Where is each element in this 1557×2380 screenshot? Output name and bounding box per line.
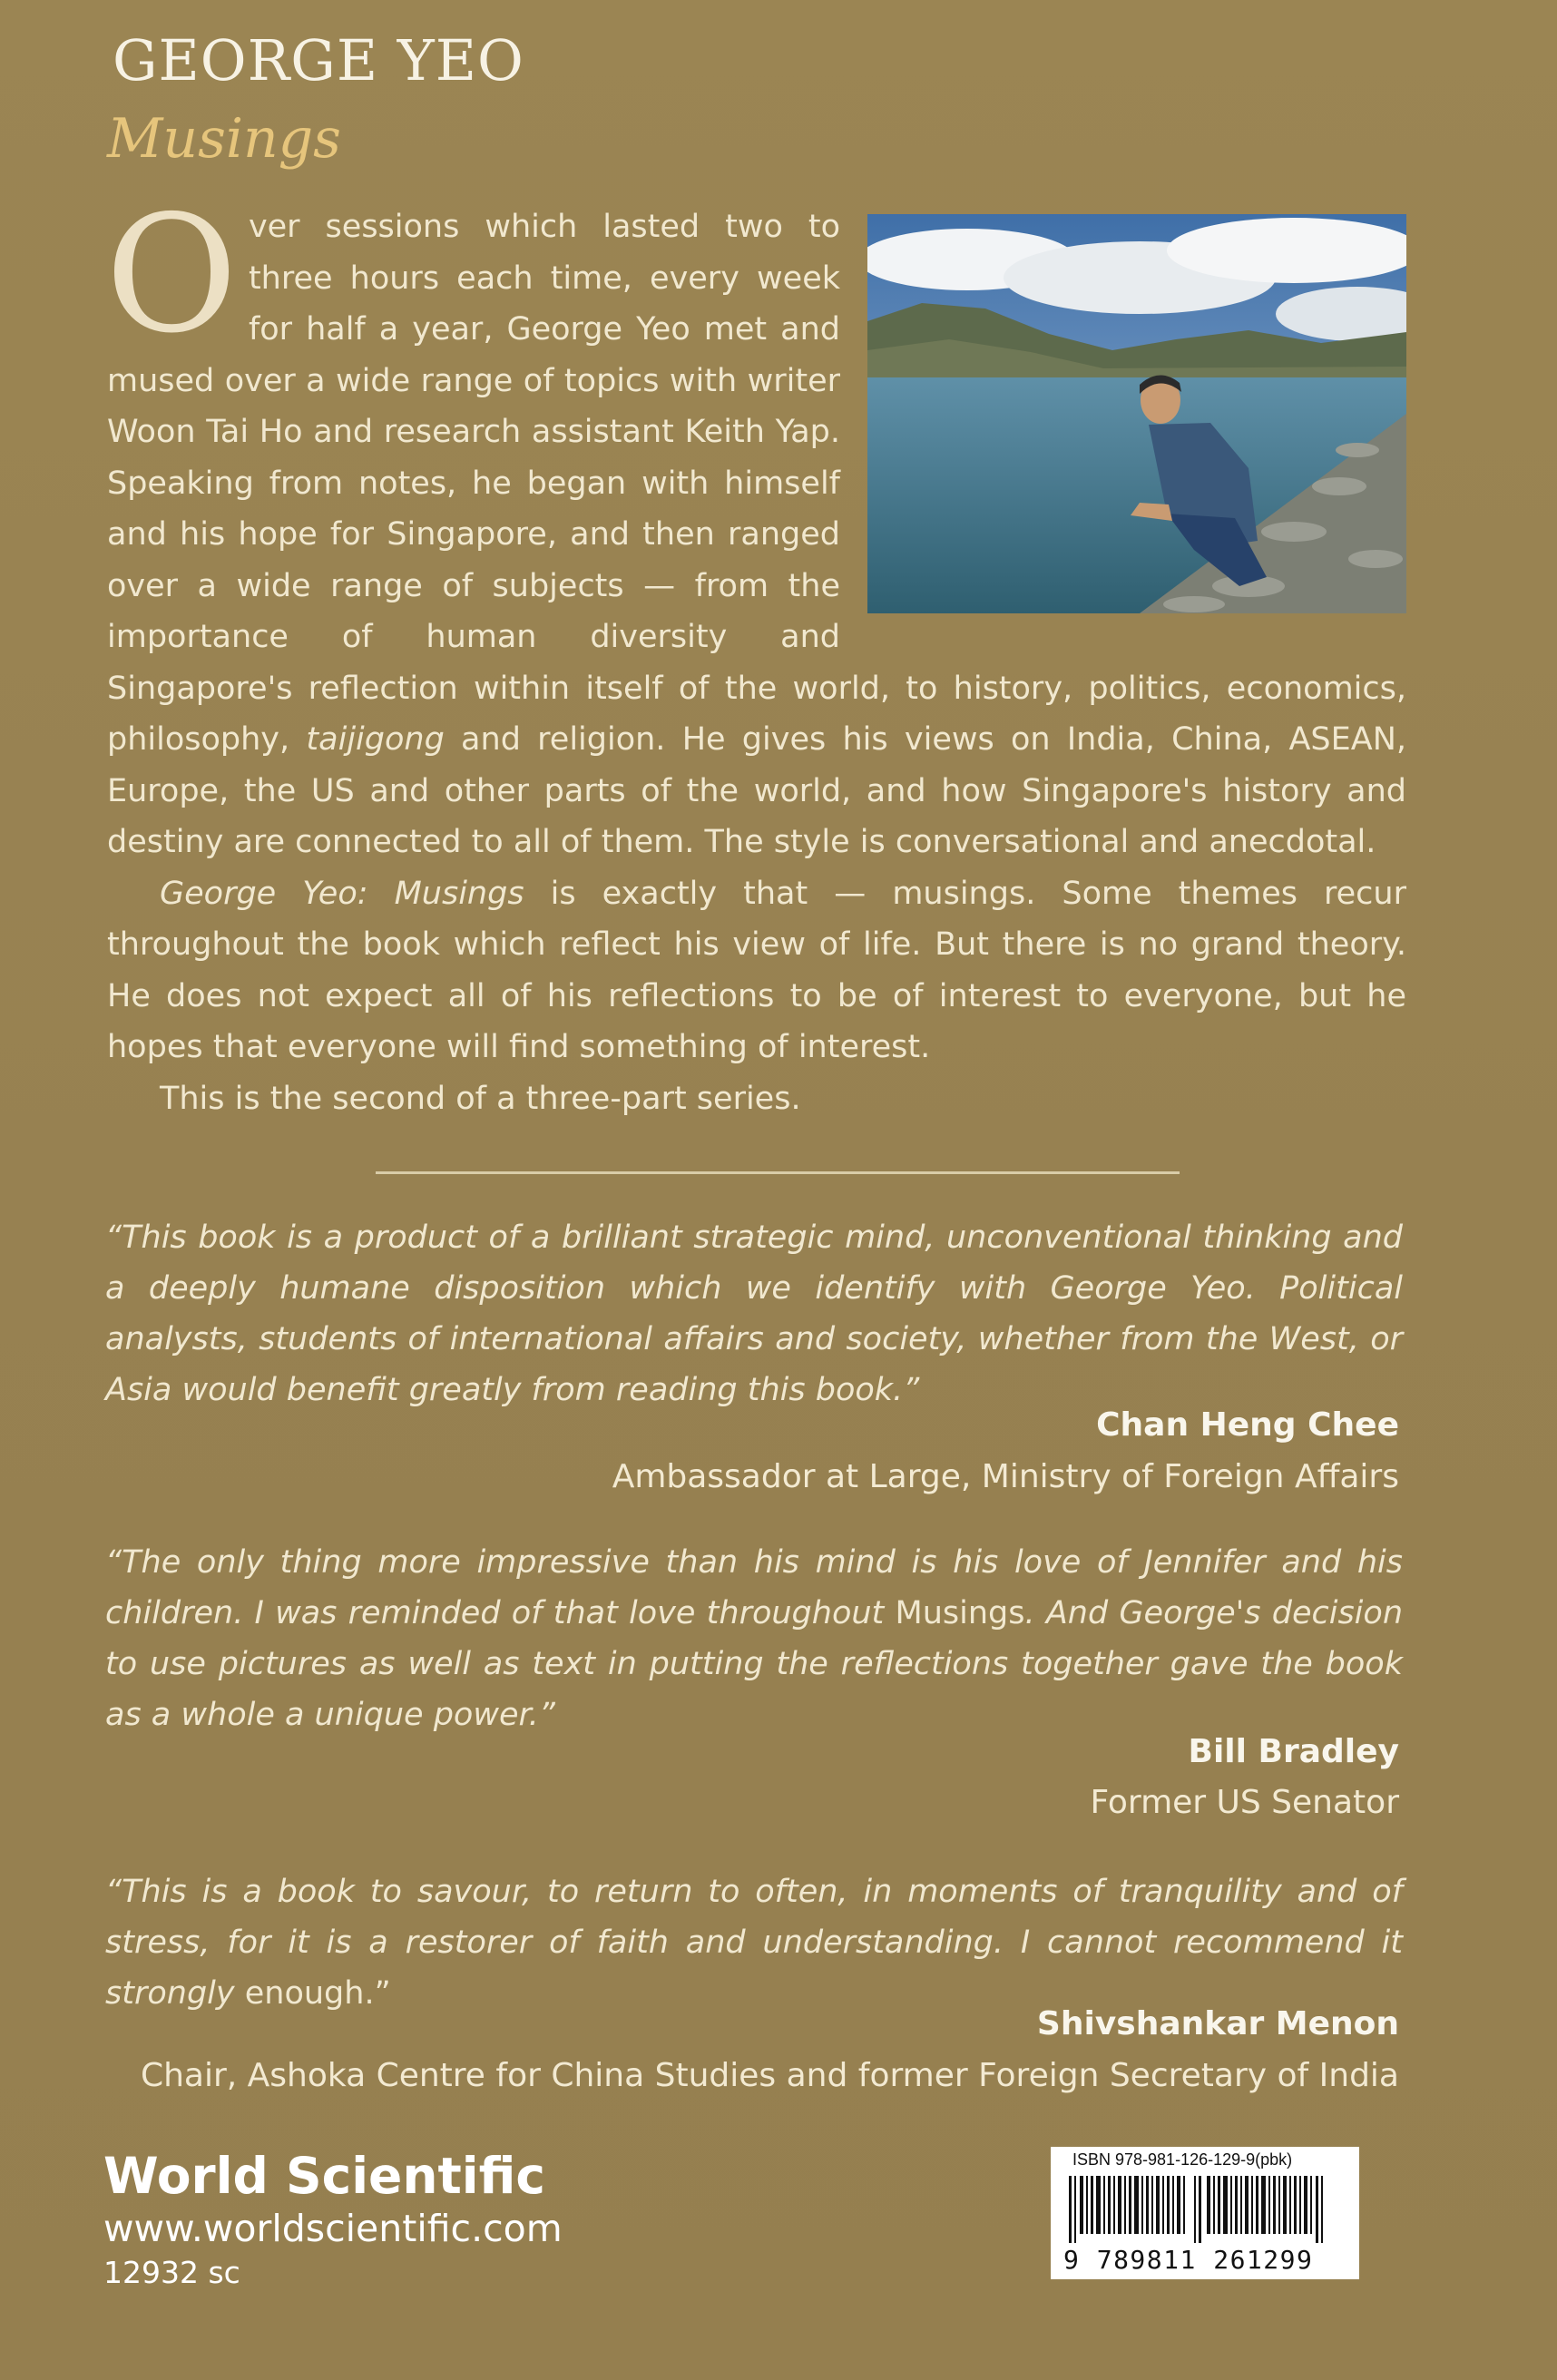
endorser-role-1: Ambassador at Large, Ministry of Foreign Affairs	[612, 1458, 1399, 1495]
endorser-role-3: Chair, Ashoka Centre for China Studies and former Foreign Secretary of India	[140, 2057, 1399, 2094]
endorser-name-1: Chan Heng Chee	[1096, 1406, 1399, 1444]
endorsement-quote-2a: “The only thing more impressive than his mind is his love of Jennifer and his children. I was reminded of that love throughout	[105, 1544, 1403, 1631]
endorsement-quote-3a: “This is a book to savour, to return to often, in moments of tranquility and of stress, for it is a restorer of faith and understanding. I cannot recommend it strongly	[105, 1874, 1403, 2012]
endorsement-quote-2b: . And George's decision to use pictures as well as text in putting the reflections together gave the book as a whole a unique power.”	[105, 1595, 1404, 1733]
publisher-website: www.worldscientific.com	[103, 2207, 563, 2250]
product-code: 12932 sc	[103, 2255, 240, 2290]
endorsement-quote-3-upright: enough.”	[244, 1975, 391, 2012]
lake-photo-illustration	[867, 214, 1406, 613]
ean-number: 9 789811 261299	[1063, 2245, 1314, 2275]
endorser-name-2: Bill Bradley	[1188, 1733, 1399, 1770]
book-subtitle: Musings	[107, 107, 341, 171]
isbn-text: ISBN 978-981-126-129-9(pbk)	[1072, 2150, 1293, 2169]
intro-paragraph-2-italic: George Yeo: Musings	[160, 875, 524, 912]
author-photo	[867, 214, 1406, 613]
intro-paragraph-2: is exactly that — musings. Some themes recur throughout the book which reflect his view of life. But there is no grand theory. He does not expect all of his reflections to be of interest to everyone, but he hopes that everyone will find something of interest.	[107, 875, 1406, 1065]
barcode-bars	[1069, 2176, 1341, 2243]
barcode	[1051, 2147, 1359, 2279]
endorsement-quote-2-upright: Musings	[895, 1595, 1025, 1631]
author-name: GEORGE YEO	[113, 27, 524, 93]
intro-paragraph-3: This is the second of a three-part series.	[160, 1080, 801, 1117]
intro-paragraph-1a: ver sessions which lasted two to three hours each time, every week for half a year, George Yeo met and mused over a wide range of topics with writer Woon Tai Ho and research assistant Keith Yap. Speaking from notes, he began with himself and his hope for Singapore, and then ranged over a wide range of subjects — from the importance of human diversity and Singapore's reflection within itself of the world, to history, politics, economics, philosophy,	[107, 209, 1406, 758]
intro-text	[105, 181, 1406, 1124]
publisher-name: World Scientific	[103, 2147, 546, 2205]
endorsement-quote-1: “This book is a product of a brilliant strategic mind, unconventional thinking and a deeply humane disposition which we identify with George Yeo. Political analysts, students of international affairs and society, whether from the West, or Asia would benefit greatly from reading this book.”	[105, 1219, 1403, 1408]
endorser-role-2: Former US Senator	[1090, 1784, 1399, 1821]
endorsement-quote-3	[105, 1866, 1403, 2019]
intro-paragraph-1-italic: taijigong	[306, 721, 445, 758]
endorsement-quote-2	[105, 1537, 1403, 1740]
endorser-name-3: Shivshankar Menon	[1036, 2005, 1399, 2042]
drop-cap: O	[105, 181, 238, 368]
intro-paragraph-1b: and religion. He gives his views on India, China, ASEAN, Europe, the US and other parts of the world, and how Singapore's history and destiny are connected to all of them. The style is conversational and anecdotal.	[107, 721, 1406, 860]
divider	[376, 1171, 1180, 1174]
